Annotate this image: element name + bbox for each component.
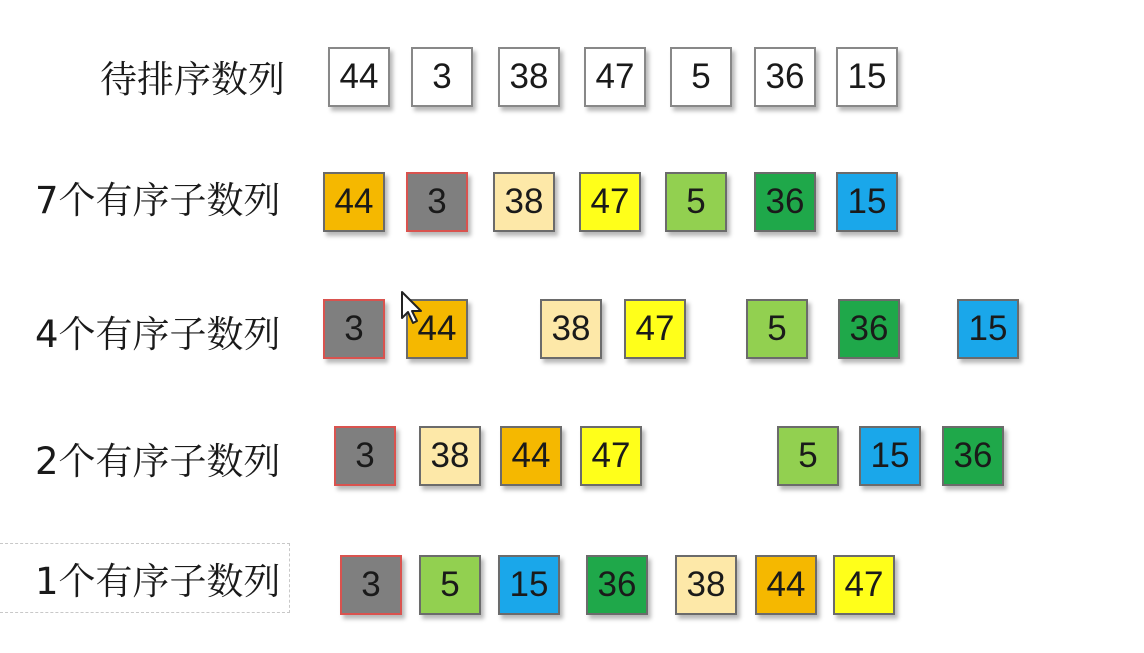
cell-row3-6: 36 — [942, 426, 1004, 486]
cell-row1-4: 5 — [665, 172, 727, 232]
cell-row1-3: 47 — [579, 172, 641, 232]
cell-row1-5: 36 — [754, 172, 816, 232]
cell-row0-5: 36 — [754, 47, 816, 107]
cell-row4-3: 36 — [586, 555, 648, 615]
cell-row2-5: 36 — [838, 299, 900, 359]
cell-row4-2: 15 — [498, 555, 560, 615]
cell-row3-1: 38 — [419, 426, 481, 486]
row-label-unsorted: 待排序数列 — [100, 58, 285, 101]
cell-row3-2: 44 — [500, 426, 562, 486]
cell-row3-0: 3 — [334, 426, 396, 486]
cell-row1-0: 44 — [323, 172, 385, 232]
cell-row0-0: 44 — [328, 47, 390, 107]
cell-row4-0: 3 — [340, 555, 402, 615]
row-label-2-runs: 2个有序子数列 — [35, 440, 281, 483]
cell-row1-1: 3 — [406, 172, 468, 232]
cell-row0-6: 15 — [836, 47, 898, 107]
cell-row4-6: 47 — [833, 555, 895, 615]
cell-row3-3: 47 — [580, 426, 642, 486]
cell-row1-2: 38 — [493, 172, 555, 232]
cell-row2-1: 44 — [406, 299, 468, 359]
cell-row2-3: 47 — [624, 299, 686, 359]
row-label-7-runs: 7个有序子数列 — [35, 179, 281, 222]
mouse-pointer-icon — [400, 290, 426, 326]
cell-row3-5: 15 — [859, 426, 921, 486]
cell-row2-2: 38 — [540, 299, 602, 359]
cell-row0-3: 47 — [584, 47, 646, 107]
cell-row4-4: 38 — [675, 555, 737, 615]
row-label-4-runs: 4个有序子数列 — [35, 313, 281, 356]
cell-row2-6: 15 — [957, 299, 1019, 359]
cell-row3-4: 5 — [777, 426, 839, 486]
cell-row2-0: 3 — [323, 299, 385, 359]
cell-row0-4: 5 — [670, 47, 732, 107]
cell-row2-4: 5 — [746, 299, 808, 359]
cell-row4-5: 44 — [755, 555, 817, 615]
cell-row4-1: 5 — [419, 555, 481, 615]
cell-row0-2: 38 — [498, 47, 560, 107]
cell-row1-6: 15 — [836, 172, 898, 232]
row-label-1-run: 1个有序子数列 — [35, 560, 281, 603]
cell-row0-1: 3 — [411, 47, 473, 107]
